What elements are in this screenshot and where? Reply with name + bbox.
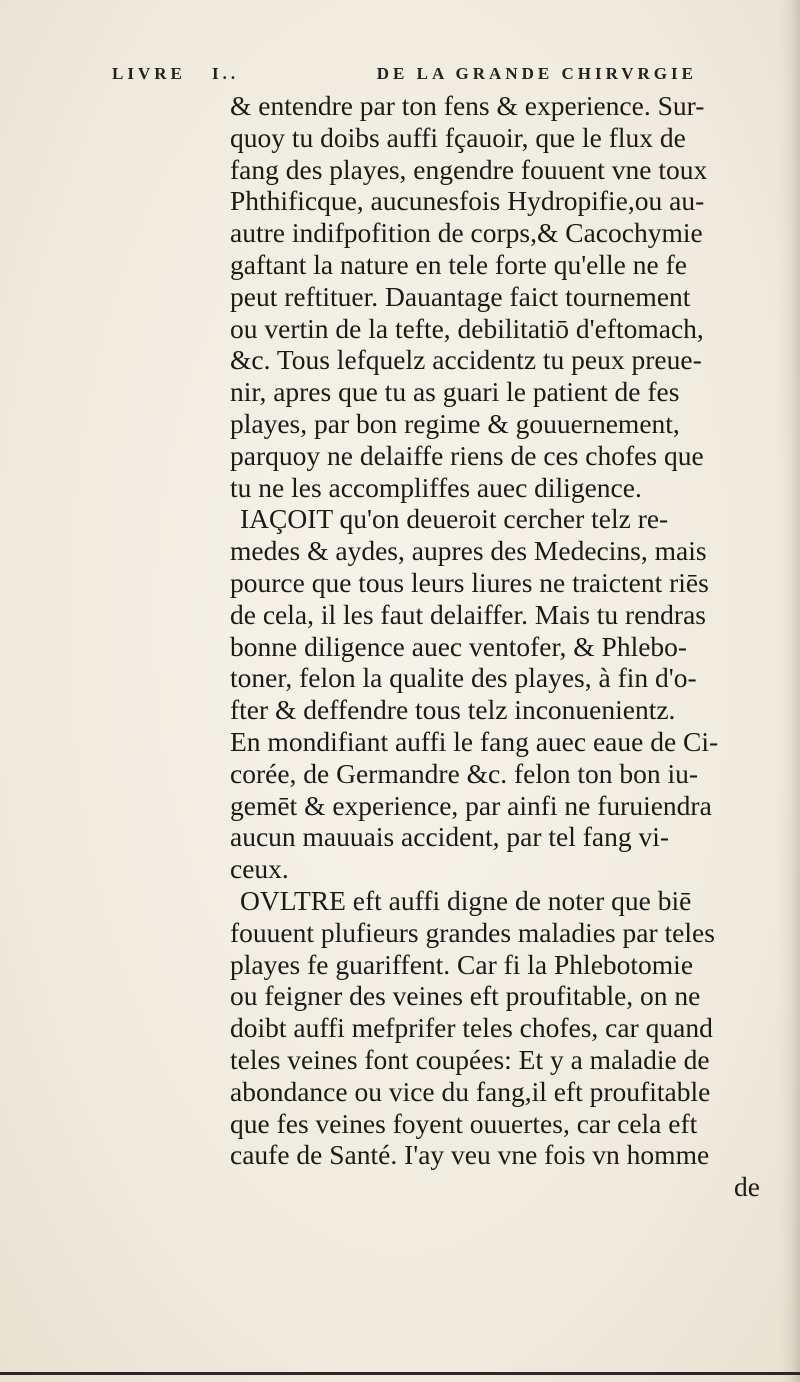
text-line: abondance ou vice du fang,il eft proufitable bbox=[230, 1075, 711, 1107]
text-line: doibt auffi mefprifer teles chofes, car quand bbox=[230, 1012, 713, 1044]
paragraph-start-line: OVLTRE eft auffi digne de noter que biē bbox=[240, 884, 692, 916]
text-line: de cela, il les faut delaiffer. Mais tu rendras bbox=[230, 598, 706, 630]
text-line: toner, felon la qualite des playes, à fin d'o- bbox=[230, 662, 697, 694]
text-line: &c. Tous lefquelz accidentz tu peux preue- bbox=[230, 344, 702, 376]
running-head bbox=[112, 64, 697, 92]
bottom-border bbox=[0, 1372, 800, 1375]
paragraph-start-line: IAÇOIT qu'on deueroit cercher telz re- bbox=[240, 503, 669, 535]
text-line: que fes veines foyent ouuertes, car cela eft bbox=[230, 1107, 698, 1139]
running-head-title: DE LA GRANDE CHIRVRGIE bbox=[376, 64, 697, 83]
text-line: medes & aydes, aupres des Medecins, mais bbox=[230, 535, 707, 567]
text-line: playes fe guariffent. Car fi la Phlebotomie bbox=[230, 948, 694, 980]
text-line: caufe de Santé. I'ay veu vne fois vn homme bbox=[230, 1139, 710, 1171]
text-line: quoy tu doibs auffi fçauoir, que le flux de bbox=[230, 121, 686, 153]
text-line: fouuent plufieurs grandes maladies par teles bbox=[230, 916, 715, 948]
text-line: ceux. bbox=[230, 853, 289, 885]
text-line: parquoy ne delaiffe riens de ces chofes que bbox=[230, 439, 704, 471]
text-line: pource que tous leurs liures ne traictent riēs bbox=[230, 566, 709, 598]
text-line: autre indifpofition de corps,& Cacochymie bbox=[230, 217, 703, 249]
text-line: & entendre par ton fens & experience. Sur- bbox=[230, 90, 705, 121]
text-line: gaftant la nature en tele forte qu'elle ne fe bbox=[230, 248, 687, 280]
text-line: Phthificque, aucunesfois Hydropifie,ou au- bbox=[230, 185, 705, 217]
text-line: nir, apres que tu as guari le patient de fes bbox=[230, 376, 680, 408]
text-line: tu ne les accompliffes auec diligence. bbox=[230, 471, 642, 503]
text-line: bonne diligence auec ventofer, & Phlebo- bbox=[230, 630, 688, 662]
text-line: peut reftituer. Dauantage faict tournement bbox=[230, 280, 691, 312]
text-line: corée, de Germandre &c. felon ton bon iu- bbox=[230, 757, 699, 789]
text-line: teles veines font coupées: Et y a maladie de bbox=[230, 1043, 710, 1075]
text-line: fang des playes, engendre fouuent vne toux bbox=[230, 153, 708, 185]
text-line: fter & deffendre tous telz inconuenientz. bbox=[230, 694, 676, 726]
text-line: En mondifiant auffi le fang auec eaue de Ci- bbox=[230, 725, 719, 757]
running-head-folio: I.. bbox=[212, 64, 240, 83]
text-line: playes, par bon regime & gouuernement, bbox=[230, 407, 680, 439]
catchword: de bbox=[734, 1171, 760, 1203]
body-text bbox=[230, 90, 765, 1203]
page-edge-shadow bbox=[778, 0, 800, 1382]
running-head-book: LIVRE bbox=[112, 64, 186, 83]
text-line: gemēt & experience, par ainfi ne furuiendra bbox=[230, 789, 712, 821]
text-line: aucun mauuais accident, par tel fang vi- bbox=[230, 821, 670, 853]
text-line: ou vertin de la tefte, debilitatiō d'eftomach, bbox=[230, 312, 704, 344]
text-line: ou feigner des veines eft proufitable, on ne bbox=[230, 980, 701, 1012]
